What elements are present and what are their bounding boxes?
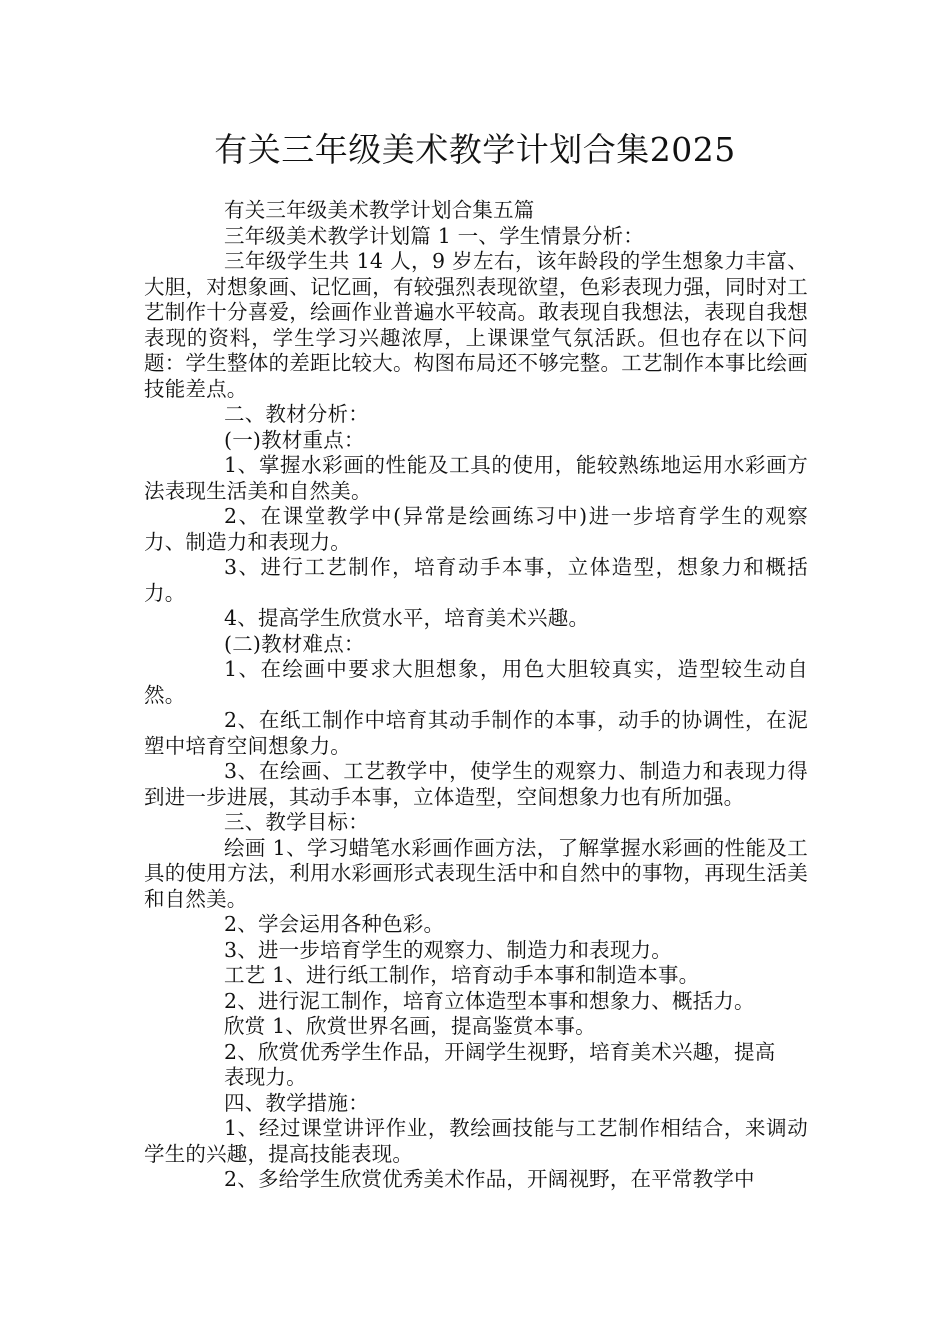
- paragraph-goal-appreciation-1: 欣赏 1、欣赏世界名画，提高鉴赏本事。: [224, 1014, 596, 1038]
- heading-teaching-goals: 三、教学目标：: [224, 810, 369, 834]
- heading-textbook-analysis: 二、教材分析：: [224, 402, 369, 426]
- paragraph-difficulty-3: 3、在绘画、工艺教学中，使学生的观察力、制造力和表现力得到进一步进展，其动手本事，立体造型，空间想象力也有所加强。: [144, 759, 808, 809]
- paragraph-key-point-2: 2、在课堂教学中(异常是绘画练习中)进一步培育学生的观察力、制造力和表现力。: [144, 504, 808, 554]
- heading-textbook-difficulties: (二)教材难点：: [224, 631, 365, 656]
- heading-teaching-measures: 四、教学措施：: [224, 1090, 369, 1115]
- paragraph-difficulty-2: 2、在纸工制作中培育其动手制作的本事，动手的协调性，在泥塑中培育空间想象力。: [144, 708, 808, 758]
- document-title: 有关三年级美术教学计划合集2025: [214, 130, 736, 169]
- paragraph-key-point-3: 3、进行工艺制作，培育动手本事，立体造型，想象力和概括力。: [144, 555, 808, 605]
- document-body: [144, 198, 808, 1193]
- paragraph-goal-painting-2: 2、学会运用各种色彩。: [224, 912, 445, 936]
- paragraph-goal-appreciation-2-cont: 表现力。: [224, 1065, 307, 1089]
- paragraph-measure-1: 1、经过课堂讲评作业，教绘画技能与工艺制作相结合，来调动学生的兴趣，提高技能表现。: [144, 1116, 808, 1166]
- paragraph-student-analysis: 三年级学生共 14 人，9 岁左右，该年龄段的学生想象力丰富、大胆，对想象画、记忆画，有较强烈表现欲望，色彩表现力强，同时对工艺制作十分喜爱，绘画作业普遍水平较高。敢表现自我想法，表现自我想表现的资料，学生学习兴趣浓厚，上课课堂气氛活跃。但也存在以下问题：学生整体的差距比较大。构图布局还不够完整。工艺制作本事比绘画技能差点。: [144, 249, 808, 401]
- paragraph-goal-craft-1: 工艺 1、进行纸工制作，培育动手本事和制造本事。: [224, 963, 700, 987]
- paragraph-goal-painting-1: 绘画 1、学习蜡笔水彩画作画方法，了解掌握水彩画的性能及工具的使用方法，利用水彩画形式表现生活中和自然中的事物，再现生活美和自然美。: [144, 835, 808, 911]
- paragraph-key-point-4: 4、提高学生欣赏水平，培育美术兴趣。: [224, 606, 590, 630]
- paragraph-difficulty-1: 1、在绘画中要求大胆想象，用色大胆较真实，造型较生动自然。: [144, 657, 808, 707]
- paragraph-plan-heading: 三年级美术教学计划篇 1 一、学生情景分析：: [224, 223, 644, 248]
- paragraph-goal-painting-3: 3、进一步培育学生的观察力、制造力和表现力。: [224, 937, 672, 962]
- heading-textbook-key-points: (一)教材重点：: [224, 427, 365, 452]
- paragraph-goal-appreciation-2: 2、欣赏优秀学生作品，开阔学生视野，培育美术兴趣，提高: [224, 1039, 776, 1064]
- paragraph-subtitle: 有关三年级美术教学计划合集五篇: [224, 198, 535, 222]
- paragraph-key-point-1: 1、掌握水彩画的性能及工具的使用，能较熟练地运用水彩画方法表现生活美和自然美。: [144, 453, 808, 503]
- paragraph-measure-2: 2、多给学生欣赏优秀美术作品，开阔视野，在平常教学中: [224, 1167, 755, 1191]
- paragraph-goal-craft-2: 2、进行泥工制作，培育立体造型本事和想象力、概括力。: [224, 988, 755, 1013]
